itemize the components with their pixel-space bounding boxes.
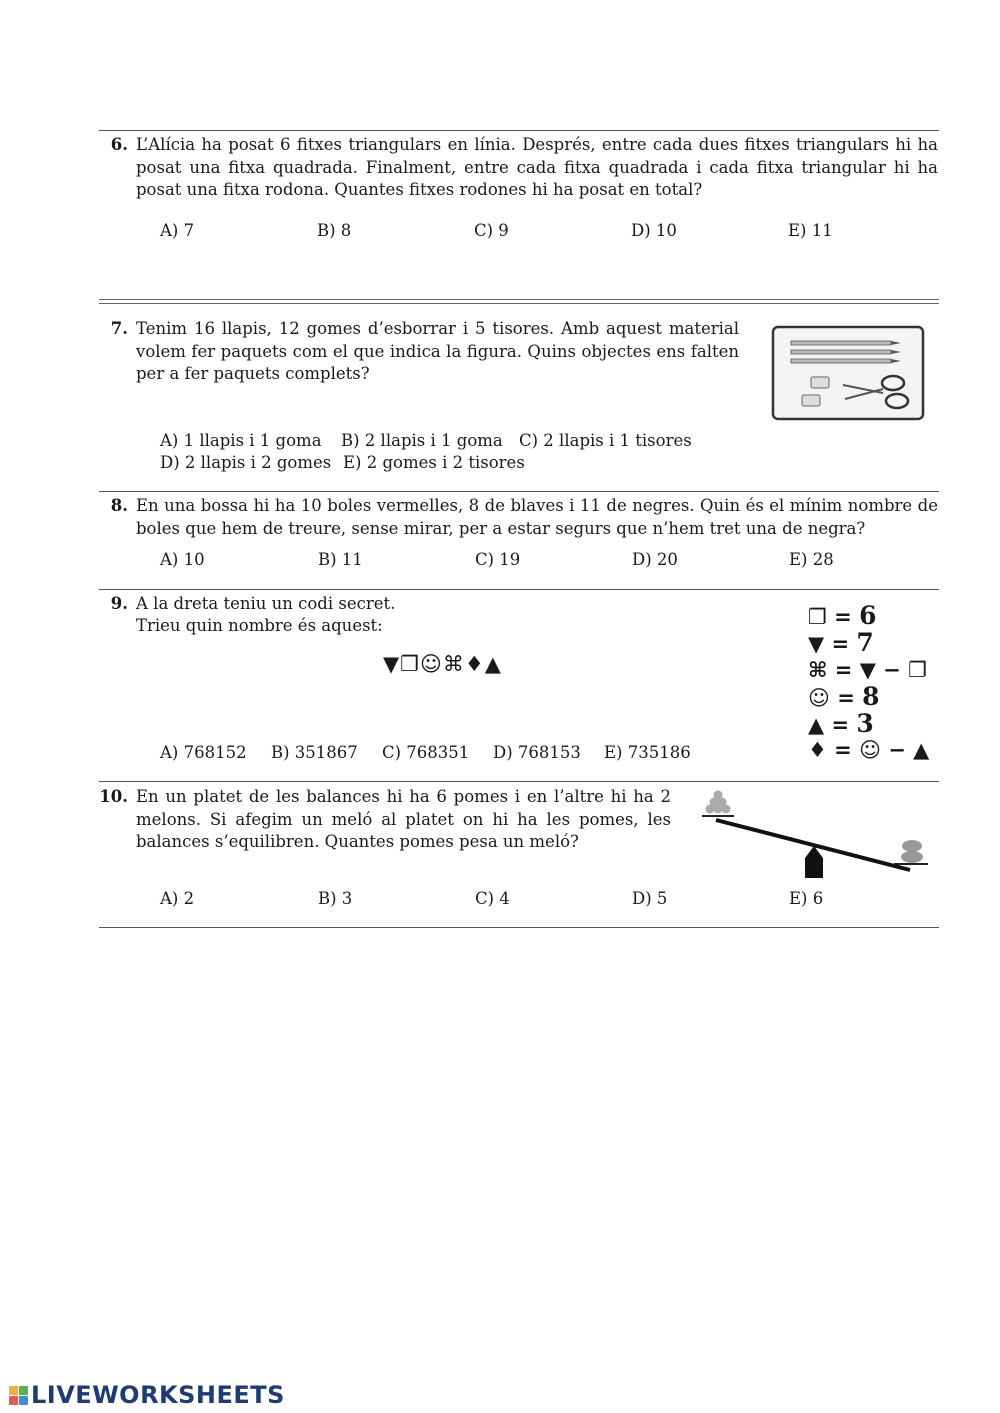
rule-double	[99, 299, 939, 304]
code-row	[808, 630, 874, 657]
question-text: Tenim 16 llapis, 12 gomes d’esborrar i 5 tisores. Amb aquest material volem fer paquets com el que indica la figura. Quins objectes ens falten per a fer paquets complets?	[136, 319, 739, 383]
rule-q9	[99, 589, 939, 590]
code-row	[808, 737, 929, 763]
rule-q10	[99, 781, 939, 782]
apples-icon	[706, 791, 731, 814]
option-e[interactable]: E) 735186	[604, 743, 691, 762]
pencil-icon	[791, 359, 901, 363]
option-a[interactable]: A) 7	[160, 221, 195, 240]
code-symbol: ❐	[808, 605, 827, 629]
liveworksheets-logo[interactable]	[9, 1381, 285, 1409]
rule-top	[99, 130, 939, 131]
code-value: 7	[856, 628, 874, 657]
rule-q8	[99, 491, 939, 492]
question-text: En un platet de les balances hi ha 6 pomes i en l’altre hi ha 2 melons. Si afegim un meló al platet on hi ha les pomes, les balances s’equilibren. Quantes pomes pesa un meló?	[136, 787, 671, 851]
code-equals: =	[837, 686, 855, 710]
code-value: ▼ − ❐	[859, 658, 927, 682]
question-number: 9.	[110, 594, 128, 613]
code-equals: =	[831, 632, 850, 656]
question-line-1: A la dreta teniu un codi secret.	[136, 594, 396, 613]
option-e[interactable]: E) 11	[788, 221, 833, 240]
option-b[interactable]: B) 3	[318, 889, 353, 908]
option-a[interactable]: A) 768152	[160, 743, 247, 762]
pencil-icon	[791, 350, 901, 354]
code-row	[808, 603, 876, 630]
pencil-icon	[791, 341, 901, 345]
option-a[interactable]: A) 1 llapis i 1 goma	[160, 431, 322, 450]
question-number: 6.	[110, 135, 128, 154]
option-c[interactable]: C) 2 llapis i 1 tisores	[519, 431, 692, 450]
code-value: ☺ − ▲	[859, 738, 930, 762]
option-c[interactable]: C) 19	[475, 550, 521, 569]
code-row	[808, 684, 880, 711]
option-b[interactable]: B) 8	[317, 221, 352, 240]
eraser-icon	[811, 377, 829, 388]
logo-text: LIVEWORKSHEETS	[31, 1381, 285, 1409]
code-row	[808, 711, 874, 738]
code-equals: =	[834, 605, 852, 629]
option-c[interactable]: C) 9	[474, 221, 509, 240]
option-e[interactable]: E) 6	[789, 889, 824, 908]
code-row	[808, 657, 927, 683]
rule-bottom	[99, 927, 939, 928]
code-value: 6	[859, 601, 877, 630]
code-equals: =	[834, 738, 852, 762]
eraser-icon	[802, 395, 820, 406]
option-d[interactable]: D) 768153	[493, 743, 581, 762]
logo-tile	[9, 1396, 18, 1405]
option-c[interactable]: C) 768351	[382, 743, 470, 762]
code-value: 3	[856, 709, 874, 738]
option-d[interactable]: D) 2 llapis i 2 gomes	[160, 453, 332, 472]
code-symbol: ☺	[808, 686, 830, 710]
option-b[interactable]: B) 2 llapis i 1 goma	[341, 431, 503, 450]
question-number: 10.	[99, 787, 128, 806]
question-number: 7.	[110, 319, 128, 338]
symbol-sequence: ▼❐☺⌘♦▲	[383, 652, 502, 676]
logo-tile	[9, 1386, 18, 1395]
option-b[interactable]: B) 351867	[271, 743, 358, 762]
option-e[interactable]: E) 28	[789, 550, 834, 569]
melons-icon	[901, 840, 923, 863]
question-line-2: Trieu quin nombre és aquest:	[136, 616, 383, 635]
logo-mark-icon	[9, 1386, 28, 1405]
logo-tile	[19, 1386, 28, 1395]
option-d[interactable]: D) 10	[631, 221, 677, 240]
option-a[interactable]: A) 10	[160, 550, 205, 569]
option-c[interactable]: C) 4	[475, 889, 510, 908]
code-equals: =	[834, 658, 853, 682]
question-text: L’Alícia ha posat 6 fitxes triangulars en línia. Després, entre cada dues fitxes triangulars hi ha posat una fitxa quadrada. Finalment, entre cada fitxa quadrada i cada fitxa triangular hi ha posat una fitxa rodona. Quantes fitxes rodones hi ha posat en total?	[136, 135, 938, 199]
balance-scale-figure	[698, 790, 930, 882]
logo-tile	[19, 1396, 28, 1405]
fulcrum-icon	[805, 846, 823, 878]
code-value: 8	[862, 682, 880, 711]
code-symbol: ▼	[808, 632, 825, 656]
option-e[interactable]: E) 2 gomes i 2 tisores	[343, 453, 525, 472]
option-a[interactable]: A) 2	[160, 889, 195, 908]
code-symbol: ▲	[808, 713, 825, 737]
question-text: En una bossa hi ha 10 boles vermelles, 8 de blaves i 11 de negres. Quin és el mínim nombre de boles que hem de treure, sense mirar, per a estar segurs que n’hem tret una de negra?	[136, 496, 938, 538]
option-d[interactable]: D) 20	[632, 550, 678, 569]
option-d[interactable]: D) 5	[632, 889, 668, 908]
option-b[interactable]: B) 11	[318, 550, 363, 569]
code-symbol: ⌘	[808, 658, 828, 682]
code-symbol: ♦	[808, 738, 827, 762]
package-figure	[771, 325, 925, 422]
code-equals: =	[831, 713, 850, 737]
question-number: 8.	[110, 496, 128, 515]
